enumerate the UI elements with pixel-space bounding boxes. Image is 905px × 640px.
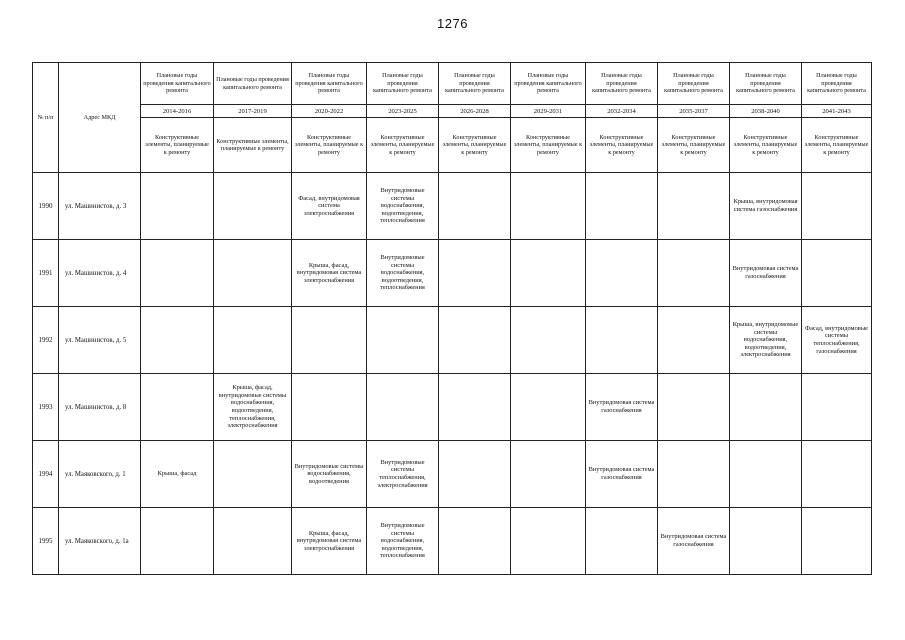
repair-elements-cell [439,508,511,575]
table-row [33,441,872,508]
repair-elements-cell [511,374,586,441]
column-header-elements: Конструктивные элементы, планируемые к ремонту [214,118,292,173]
repair-elements-cell [802,173,872,240]
repair-elements-cell: Внутридомовая система газоснабжения [586,441,658,508]
row-number: 1992 [33,307,59,374]
repair-elements-cell: Крыша, внутридомовая система газоснабжения [730,173,802,240]
repair-elements-cell [802,508,872,575]
row-address: ул. Машинистов, д. 4 [59,240,141,307]
column-header-elements: Конструктивные элементы, планируемые к ремонту [658,118,730,173]
repair-elements-cell: Фасад, внутридомовые системы теплоснабжения, газоснабжения [802,307,872,374]
column-header-plan-years: Плановые годы проведения капитального ремонта [658,63,730,105]
column-header-address: Адрес МКД [59,63,141,173]
column-header-period: 2014-2016 [141,105,214,118]
page-number: 1276 [437,16,468,31]
repair-elements-cell [658,374,730,441]
repair-elements-cell: Внутридомовые системы водоснабжения, водоотведения, теплоснабжения [367,173,439,240]
repair-elements-cell [511,441,586,508]
column-header-elements: Конструктивные элементы, планируемые к ремонту [802,118,872,173]
repair-elements-cell [658,240,730,307]
repair-elements-cell [730,441,802,508]
column-header-elements: Конструктивные элементы, планируемые к ремонту [141,118,214,173]
repair-elements-cell [439,441,511,508]
repair-elements-cell [658,307,730,374]
repair-elements-cell [511,240,586,307]
column-header-period: 2029-2031 [511,105,586,118]
repair-elements-cell: Крыша, фасад, внутридомовая система электроснабжения [292,240,367,307]
column-header-period: 2038-2040 [730,105,802,118]
repair-elements-cell: Внутридомовая система газоснабжения [658,508,730,575]
repair-elements-cell [439,173,511,240]
repair-elements-cell [802,374,872,441]
table-body [33,173,872,575]
repair-elements-cell [511,508,586,575]
repair-elements-cell [439,307,511,374]
row-number: 1995 [33,508,59,575]
repair-elements-cell [292,307,367,374]
repair-elements-cell [141,173,214,240]
repair-elements-cell [141,508,214,575]
table-row [33,240,872,307]
row-number: 1991 [33,240,59,307]
row-address: ул. Маяковского, д. 1а [59,508,141,575]
table-row [33,508,872,575]
row-address: ул. Машинистов, д. 8 [59,374,141,441]
row-number: 1994 [33,441,59,508]
repair-elements-cell [141,307,214,374]
repair-elements-cell [658,441,730,508]
table-row [33,173,872,240]
column-header-elements: Конструктивные элементы, планируемые к ремонту [586,118,658,173]
row-number: 1990 [33,173,59,240]
column-header-elements: Конструктивные элементы, планируемые к ремонту [511,118,586,173]
column-header-period: 2023-2025 [367,105,439,118]
row-number: 1993 [33,374,59,441]
repair-elements-cell [439,374,511,441]
column-header-period: 2035-2037 [658,105,730,118]
row-address: ул. Машинистов, д. 5 [59,307,141,374]
repair-elements-cell [367,307,439,374]
repair-elements-cell: Внутридомовые системы водоснабжения, водоотведения [292,441,367,508]
repair-elements-cell [214,240,292,307]
repair-elements-cell [802,441,872,508]
column-header-elements: Конструктивные элементы, планируемые к ремонту [439,118,511,173]
column-header-plan-years: Плановые годы проведения капитального ремонта [214,63,292,105]
column-header-plan-years: Плановые годы проведения капитального ремонта [586,63,658,105]
repair-elements-cell: Внутридомовая система газоснабжения [586,374,658,441]
column-header-number: № п/п [33,63,59,173]
capital-repair-schedule-table [32,62,872,575]
repair-elements-cell [214,508,292,575]
repair-elements-cell: Крыша, фасад, внутридомовая система электроснабжения [292,508,367,575]
repair-elements-cell: Внутридомовые системы водоснабжения, водоотведения, теплоснабжения [367,508,439,575]
repair-elements-cell [439,240,511,307]
column-header-plan-years: Плановые годы проведения капитального ремонта [730,63,802,105]
column-header-period: 2032-2034 [586,105,658,118]
repair-elements-cell [511,307,586,374]
repair-elements-cell: Крыша, внутридомовые системы водоснабжения, водоотведения, электроснабжения [730,307,802,374]
column-header-elements: Конструктивные элементы, планируемые к ремонту [730,118,802,173]
repair-elements-cell [730,374,802,441]
row-address: ул. Машинистов, д. 3 [59,173,141,240]
repair-elements-cell [214,441,292,508]
repair-elements-cell [214,173,292,240]
repair-elements-cell: Внутридомовые системы теплоснабжения, электроснабжения [367,441,439,508]
repair-elements-cell [586,307,658,374]
repair-elements-cell [730,508,802,575]
repair-elements-cell [141,374,214,441]
repair-elements-cell [511,173,586,240]
column-header-period: 2017-2019 [214,105,292,118]
repair-elements-cell: Крыша, фасад, внутридомовые системы водоснабжения, водоотведения, теплоснабжения, электроснабжения [214,374,292,441]
column-header-period: 2041-2043 [802,105,872,118]
repair-elements-cell [586,173,658,240]
repair-elements-cell [658,173,730,240]
repair-elements-cell: Внутридомовые системы водоснабжения, водоотведения, теплоснабжения [367,240,439,307]
column-header-plan-years: Плановые годы проведения капитального ремонта [439,63,511,105]
column-header-plan-years: Плановые годы проведения капитального ремонта [802,63,872,105]
column-header-plan-years: Плановые годы проведения капитального ремонта [367,63,439,105]
repair-elements-cell [586,508,658,575]
repair-elements-cell [214,307,292,374]
repair-elements-cell: Фасад, внутридомовая система электроснабжения [292,173,367,240]
table-header [33,63,872,173]
repair-elements-cell: Внутридомовая система газоснабжения [730,240,802,307]
table-row [33,374,872,441]
column-header-plan-years: Плановые годы проведения капитального ремонта [292,63,367,105]
repair-elements-cell [802,240,872,307]
column-header-period: 2026-2028 [439,105,511,118]
column-header-elements: Конструктивные элементы, планируемые к ремонту [292,118,367,173]
repair-elements-cell [586,240,658,307]
repair-elements-cell [367,374,439,441]
repair-elements-cell [292,374,367,441]
table-row [33,307,872,374]
column-header-elements: Конструктивные элементы, планируемые к ремонту [367,118,439,173]
repair-elements-cell [141,240,214,307]
column-header-plan-years: Плановые годы проведения капитального ремонта [511,63,586,105]
row-address: ул. Маяковского, д. 1 [59,441,141,508]
column-header-plan-years: Плановые годы проведения капитального ремонта [141,63,214,105]
column-header-period: 2020-2022 [292,105,367,118]
repair-elements-cell: Крыша, фасад [141,441,214,508]
